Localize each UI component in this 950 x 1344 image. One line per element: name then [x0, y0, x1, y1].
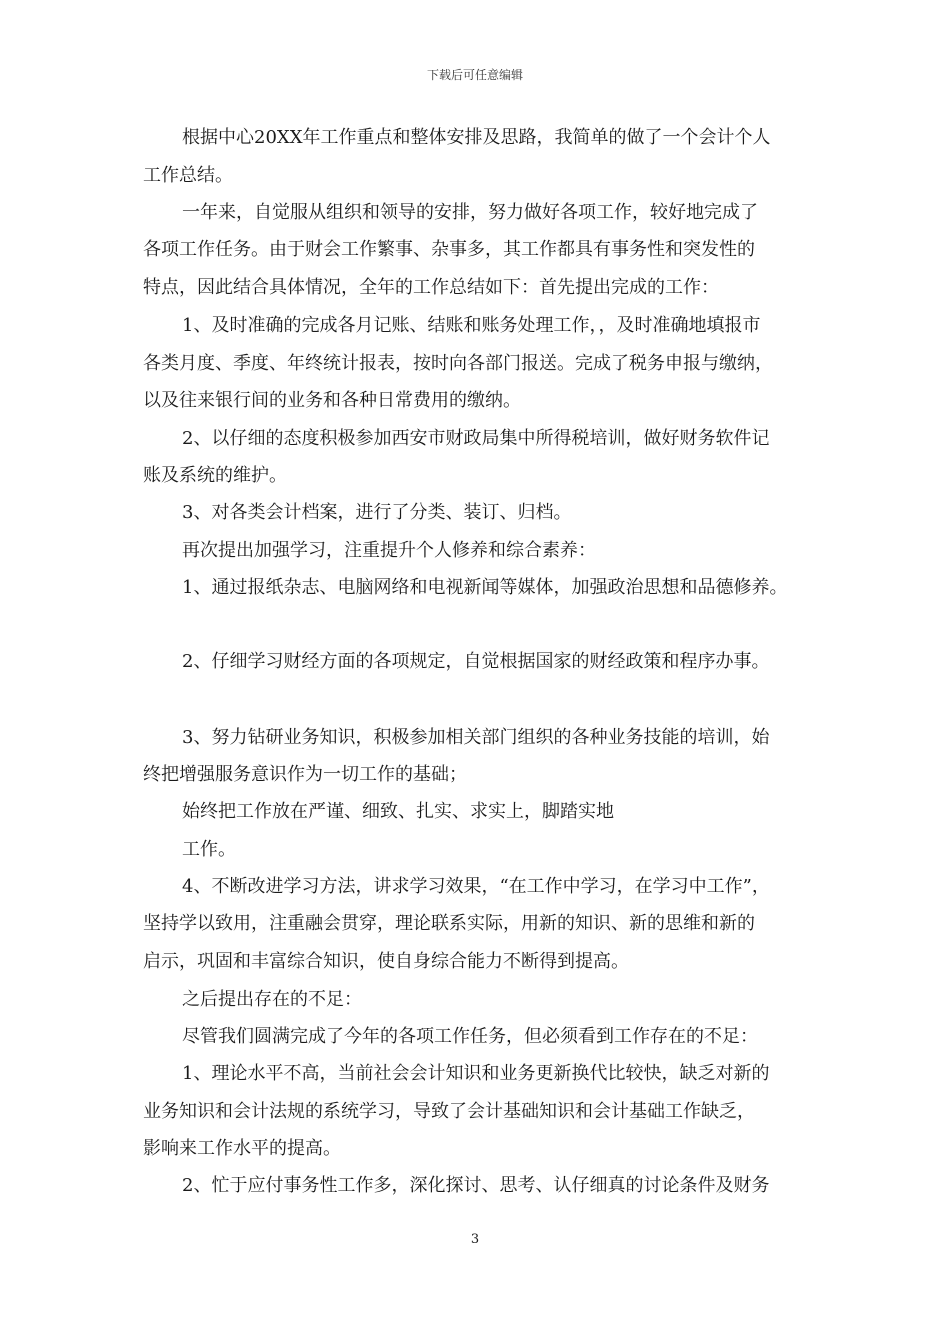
text-line: 启示，巩固和丰富综合知识，使自身综合能力不断得到提高。	[143, 951, 629, 972]
page-number: 3	[470, 1232, 480, 1247]
text-line: 2、忙于应付事务性工作多，深化探讨、思考、认仔细真的讨论条件及财务	[182, 1175, 770, 1196]
text-line: 根据中心20XX年工作重点和整体安排及思路，我简单的做了一个会计个人	[182, 127, 771, 148]
text-line: 终把增强服务意识作为一切工作的基础；	[143, 764, 467, 785]
text-line: 各项工作任务。由于财会工作繁事、杂事多，其工作都具有事务性和突发性的	[143, 239, 755, 260]
text-line: 影响来工作水平的提高。	[143, 1138, 341, 1159]
text-line: 1、理论水平不高，当前社会会计知识和业务更新换代比较快，缺乏对新的	[182, 1063, 770, 1084]
text-line: 始终把工作放在严谨、细致、扎实、求实上，脚踏实地	[182, 801, 614, 822]
text-line: 3、对各类会计档案，进行了分类、装订、归档。	[182, 502, 572, 523]
text-line: 各类月度、季度、年终统计报表，按时向各部门报送。完成了税务申报与缴纳，	[143, 353, 773, 374]
text-line: 再次提出加强学习，注重提升个人修养和综合素养：	[182, 540, 596, 561]
text-line: 2、仔细学习财经方面的各项规定，自觉根据国家的财经政策和程序办事。	[182, 651, 770, 672]
text-line: 工作总结。	[143, 165, 233, 186]
text-line: 坚持学以致用，注重融会贯穿，理论联系实际，用新的知识、新的思维和新的	[143, 913, 755, 934]
text-line: 1、通过报纸杂志、电脑网络和电视新闻等媒体，加强政治思想和品德修养。	[182, 577, 788, 598]
text-line: 4、不断改进学习方法，讲求学习效果，“在工作中学习，在学习中工作”，	[182, 876, 770, 897]
text-line: 账及系统的维护。	[143, 465, 287, 486]
text-line: 特点，因此结合具体情况，全年的工作总结如下：首先提出完成的工作：	[143, 277, 719, 298]
text-line: 3、努力钻研业务知识，积极参加相关部门组织的各种业务技能的培训，始	[182, 727, 770, 748]
text-line: 业务知识和会计法规的系统学习，导致了会计基础知识和会计基础工作缺乏，	[143, 1101, 755, 1122]
text-line: 2、以仔细的态度积极参加西安市财政局集中所得税培训，做好财务软件记	[182, 428, 770, 449]
text-line: 工作。	[182, 839, 236, 860]
page-header: 下载后可任意编辑	[426, 68, 523, 82]
text-line: 一年来，自觉服从组织和领导的安排，努力做好各项工作，较好地完成了	[182, 202, 758, 223]
text-line: 以及往来银行间的业务和各种日常费用的缴纳。	[143, 390, 521, 411]
text-line: 之后提出存在的不足：	[182, 989, 362, 1010]
text-line: 尽管我们圆满完成了今年的各项工作任务，但必须看到工作存在的不足：	[182, 1026, 758, 1047]
text-line: 1、及时准确的完成各月记账、结账和账务处理工作，，及时准确地填报市	[182, 315, 761, 336]
